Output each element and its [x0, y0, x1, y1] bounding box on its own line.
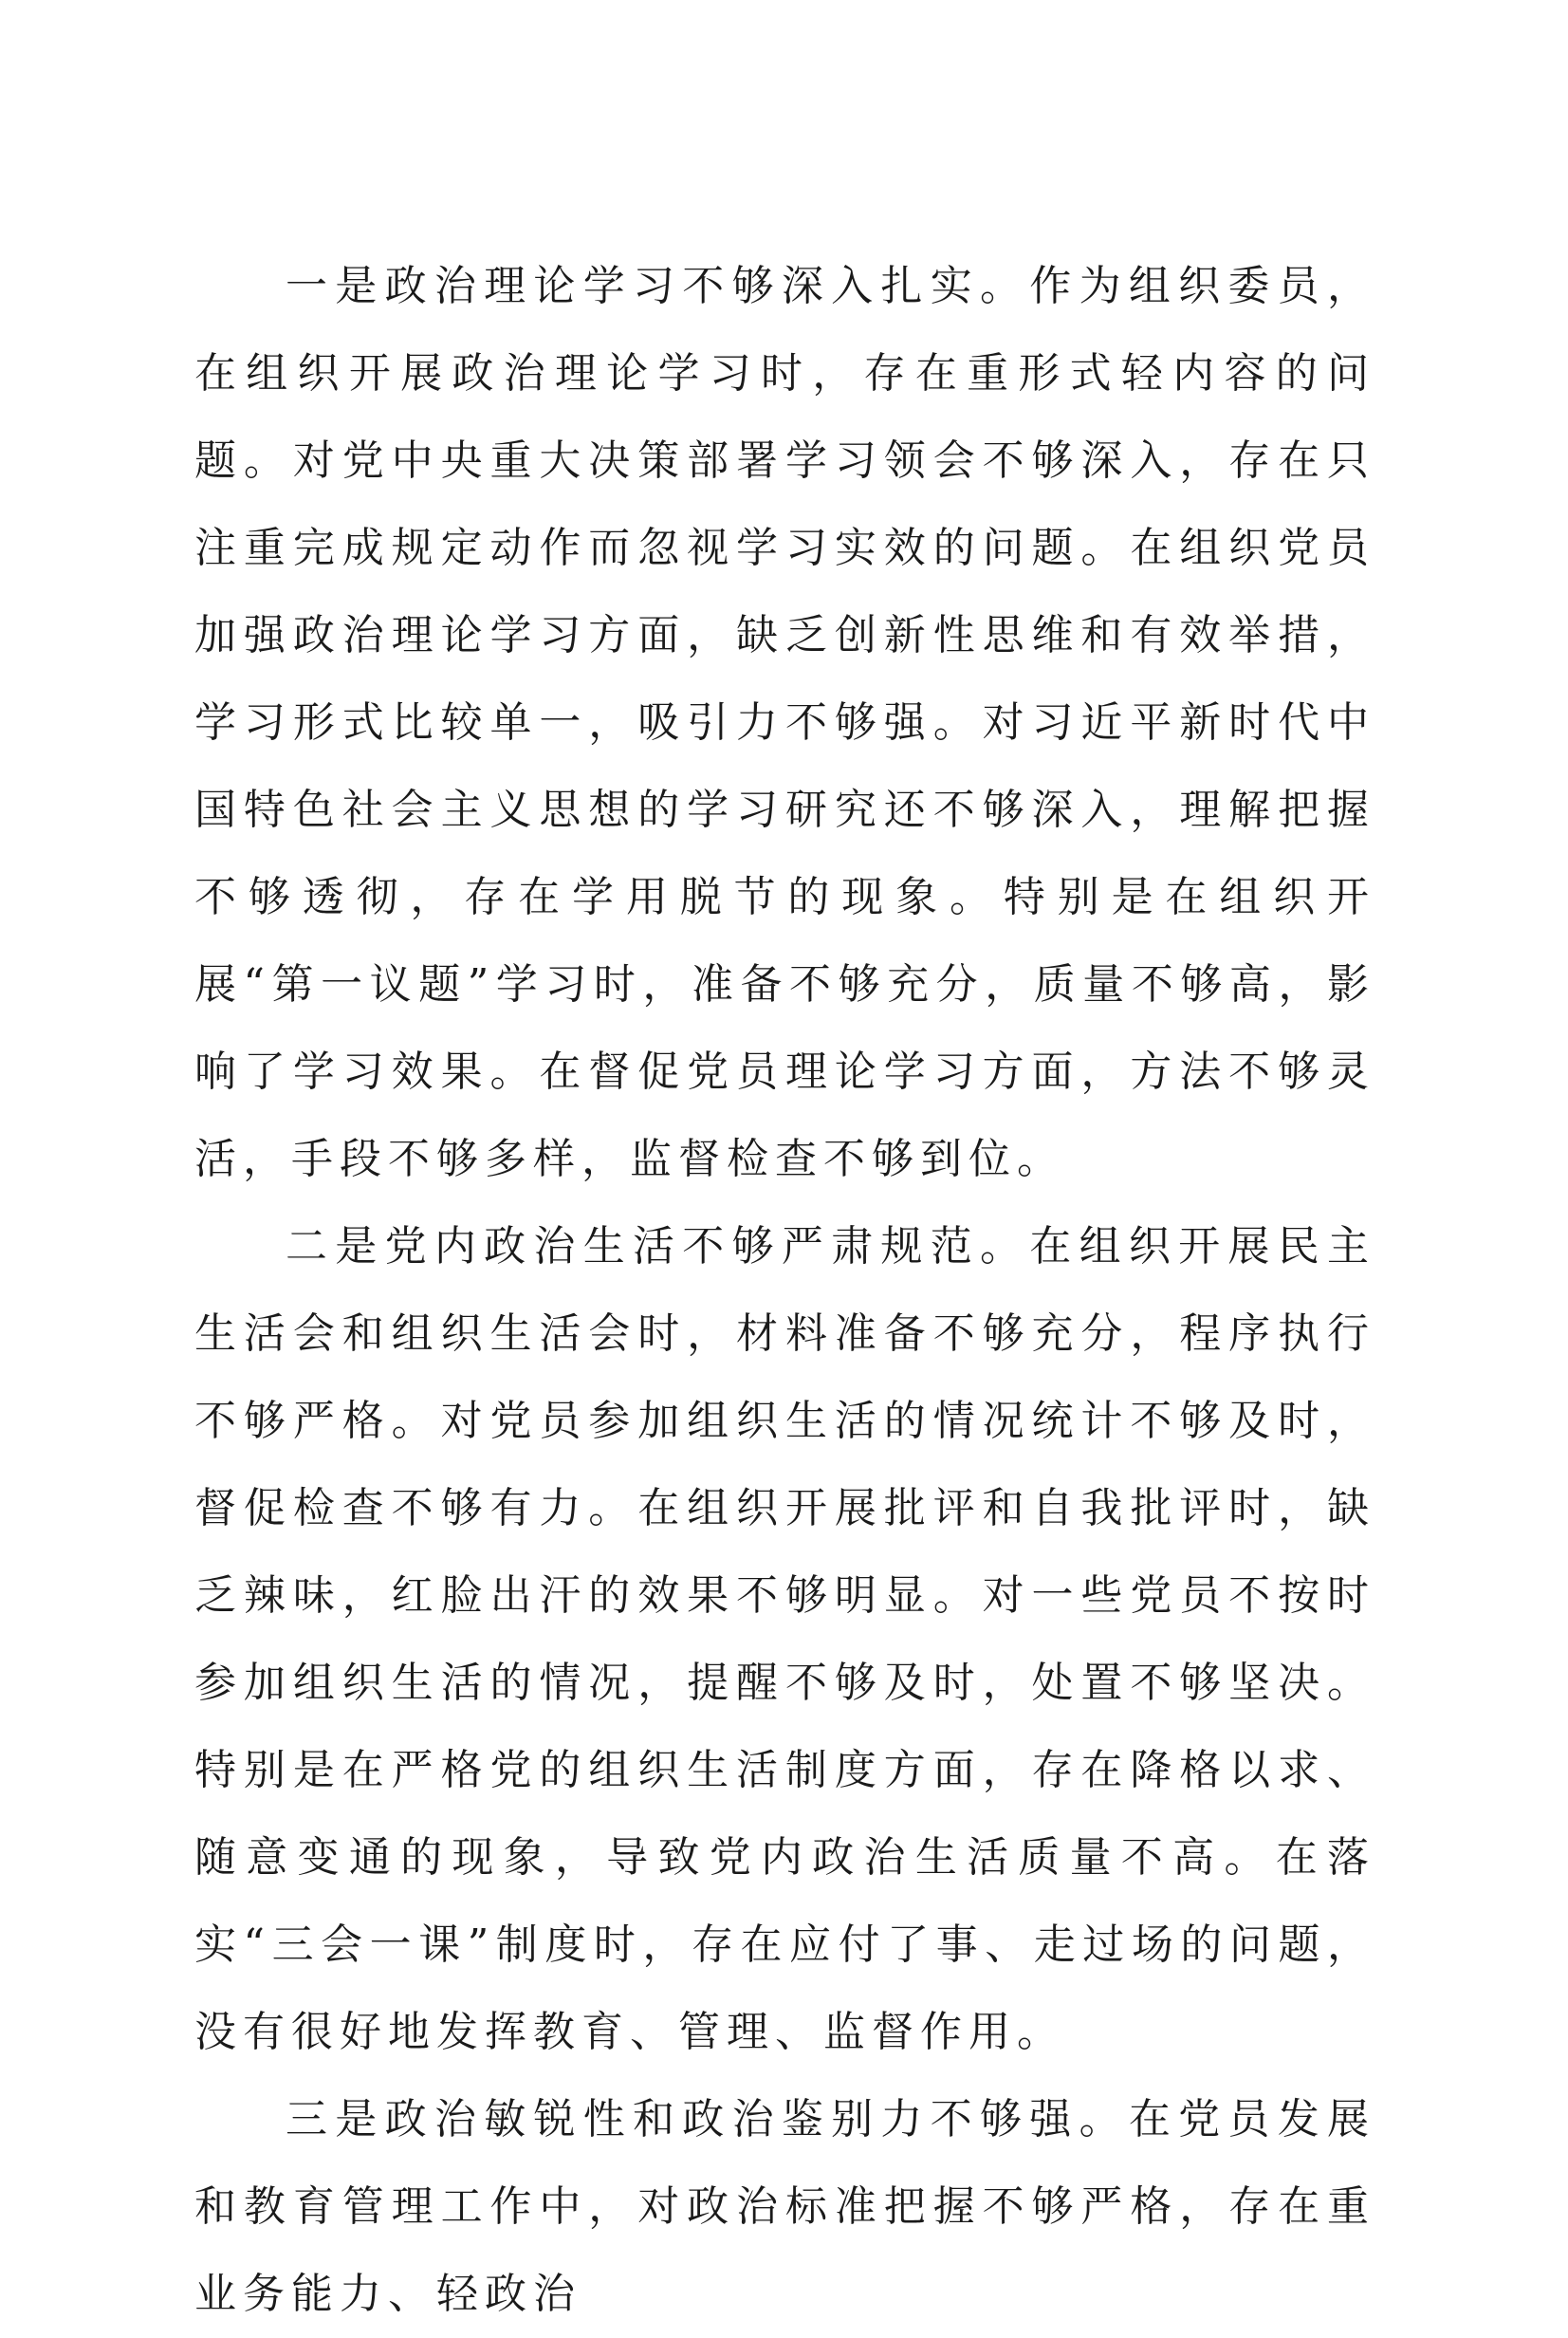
paragraph-political-sensitivity: 三是政治敏锐性和政治鉴别力不够强。在党员发展和教育管理工作中，对政治标准把握不够严格，存在重业务能力、轻政治 — [194, 2095, 1375, 2318]
document-body — [194, 243, 1375, 2338]
paragraph-political-theory-study: 一是政治理论学习不够深入扎实。作为组织委员，在组织开展政治理论学习时，存在重形式轻内容的问题。对党中央重大决策部署学习领会不够深入，存在只注重完成规定动作而忽视学习实效的问题。在组织党员加强政治理论学习方面，缺乏创新性思维和有效举措，学习形式比较单一，吸引力不够强。对习近平新时代中国特色社会主义思想的学习研究还不够深入，理解把握不够透彻，存在学用脱节的现象。特别是在组织开展“第一议题”学习时，准备不够充分，质量不够高，影响了学习效果。在督促党员理论学习方面，方法不够灵活，手段不够多样，监督检查不够到位。 — [194, 262, 1375, 1183]
paragraph-party-political-life: 二是党内政治生活不够严肃规范。在组织开展民主生活会和组织生活会时，材料准备不够充分，程序执行不够严格。对党员参加组织生活的情况统计不够及时，督促检查不够有力。在组织开展批评和自我批评时，缺乏辣味，红脸出汗的效果不够明显。对一些党员不按时参加组织生活的情况，提醒不够及时，处置不够坚决。特别是在严格党的组织生活制度方面，存在降格以求、随意变通的现象，导致党内政治生活质量不高。在落实“三会一课”制度时，存在应付了事、走过场的问题，没有很好地发挥教育、管理、监督作用。 — [194, 1222, 1375, 2056]
